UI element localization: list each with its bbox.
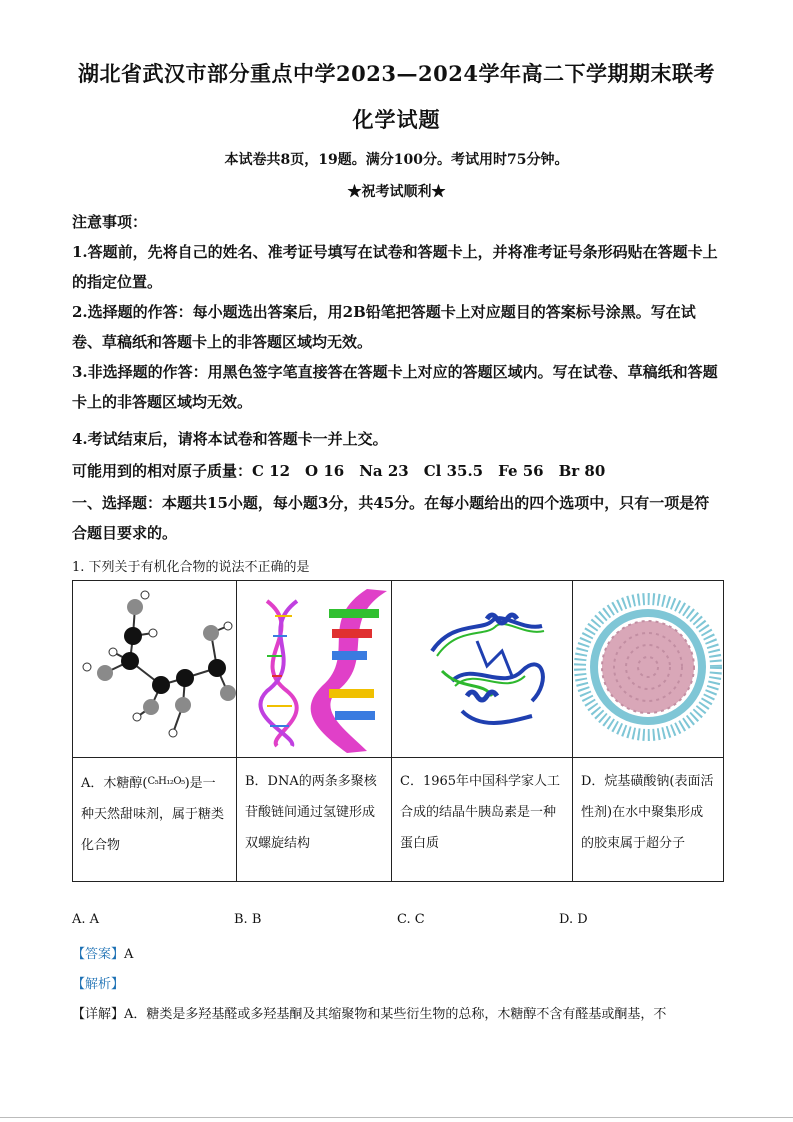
detail-line xyxy=(72,1003,722,1022)
exam-info: 本试卷共8页，19题。满分100分。考试用时75分钟。 xyxy=(224,152,569,168)
question-1-stem: 1. 下列关于有机化合物的说法不正确的是 xyxy=(72,560,310,575)
exam-title: 湖北省武汉市部分重点中学2023—2024学年高二下学期期末联考 xyxy=(78,61,715,86)
notice-item-1: 1.答题前，先将自己的姓名、准考证号填写在试卷和答题卡上，并将准考证号条形码贴在答题卡上的指定位置。 xyxy=(72,243,718,291)
notice-item-3: 3.非选择题的作答：用黑色签字笔直接答在答题卡上对应的答题区域内。写在试卷、草稿纸和答题卡上的非答题区域均无效。 xyxy=(72,363,718,411)
option-a-text-before: A．木糖醇( xyxy=(81,776,148,791)
notice-heading: 注意事项： xyxy=(72,213,148,231)
dna-double-helix-image xyxy=(237,581,391,757)
detail-text: A．糖类是多羟基醛或多羟基酮及其缩聚物和某些衍生物的总称，木糖醇不含有醛基或酮基，不 xyxy=(124,1007,667,1022)
option-b-text: B．DNA的两条多聚核苷酸链间通过氢键形成双螺旋结构 xyxy=(245,774,377,851)
options-table xyxy=(72,580,724,882)
insulin-protein-image xyxy=(392,581,572,757)
page-bottom-divider xyxy=(0,1117,793,1118)
option-a-text-after: )是一种天然甜味剂，属于糖类化合物 xyxy=(81,776,225,853)
option-c-text: C．1965年中国科学家人工合成的结晶牛胰岛素是一种蛋白质 xyxy=(400,774,561,851)
image-cell-c xyxy=(392,581,573,758)
detail-tag: 【详解】 xyxy=(72,1007,125,1022)
notice-item-2: 2.选择题的作答：每小题选出答案后，用2B铅笔把答题卡上对应题目的答案标号涂黑。写在试卷、草稿纸和答题卡上的非答题区域均无效。 xyxy=(72,303,696,351)
choice-b: B. B xyxy=(234,912,262,927)
choice-c: C. C xyxy=(397,912,425,927)
xylitol-formula: C₅H₁₂O₅ xyxy=(147,776,185,787)
analysis-tag: 【解析】 xyxy=(72,977,125,992)
answer-value: A xyxy=(124,947,134,962)
option-a-cell xyxy=(73,758,237,882)
analysis-line xyxy=(72,973,124,992)
section-title: 一、选择题：本题共15小题，每小题3分，共45分。在每小题给出的四个选项中，只有一项是符合题目要求的。 xyxy=(72,494,710,542)
option-c-cell xyxy=(392,758,573,882)
image-cell-a xyxy=(73,581,237,758)
choice-a: A. A xyxy=(72,912,100,927)
xylitol-ball-and-stick-image xyxy=(73,581,236,757)
atomic-masses: 可能用到的相对原子质量：C 12 O 16 Na 23 Cl 35.5 Fe 56 Br 80 xyxy=(72,462,606,480)
option-d-cell xyxy=(573,758,724,882)
option-b-cell xyxy=(237,758,392,882)
exam-wish: ★祝考试顺利★ xyxy=(347,184,446,200)
image-cell-d xyxy=(573,581,724,758)
micelle-image xyxy=(573,581,723,757)
option-d-text: D．烷基磺酸钠(表面活性剂)在水中聚集形成的胶束属于超分子 xyxy=(581,774,714,851)
answer-tag: 【答案】 xyxy=(72,947,125,962)
exam-subtitle: 化学试题 xyxy=(352,107,441,132)
answer-line xyxy=(72,943,133,962)
notice-item-4: 4.考试结束后，请将本试卷和答题卡一并上交。 xyxy=(72,430,388,448)
image-cell-b xyxy=(237,581,392,758)
choice-d: D. D xyxy=(559,912,588,927)
